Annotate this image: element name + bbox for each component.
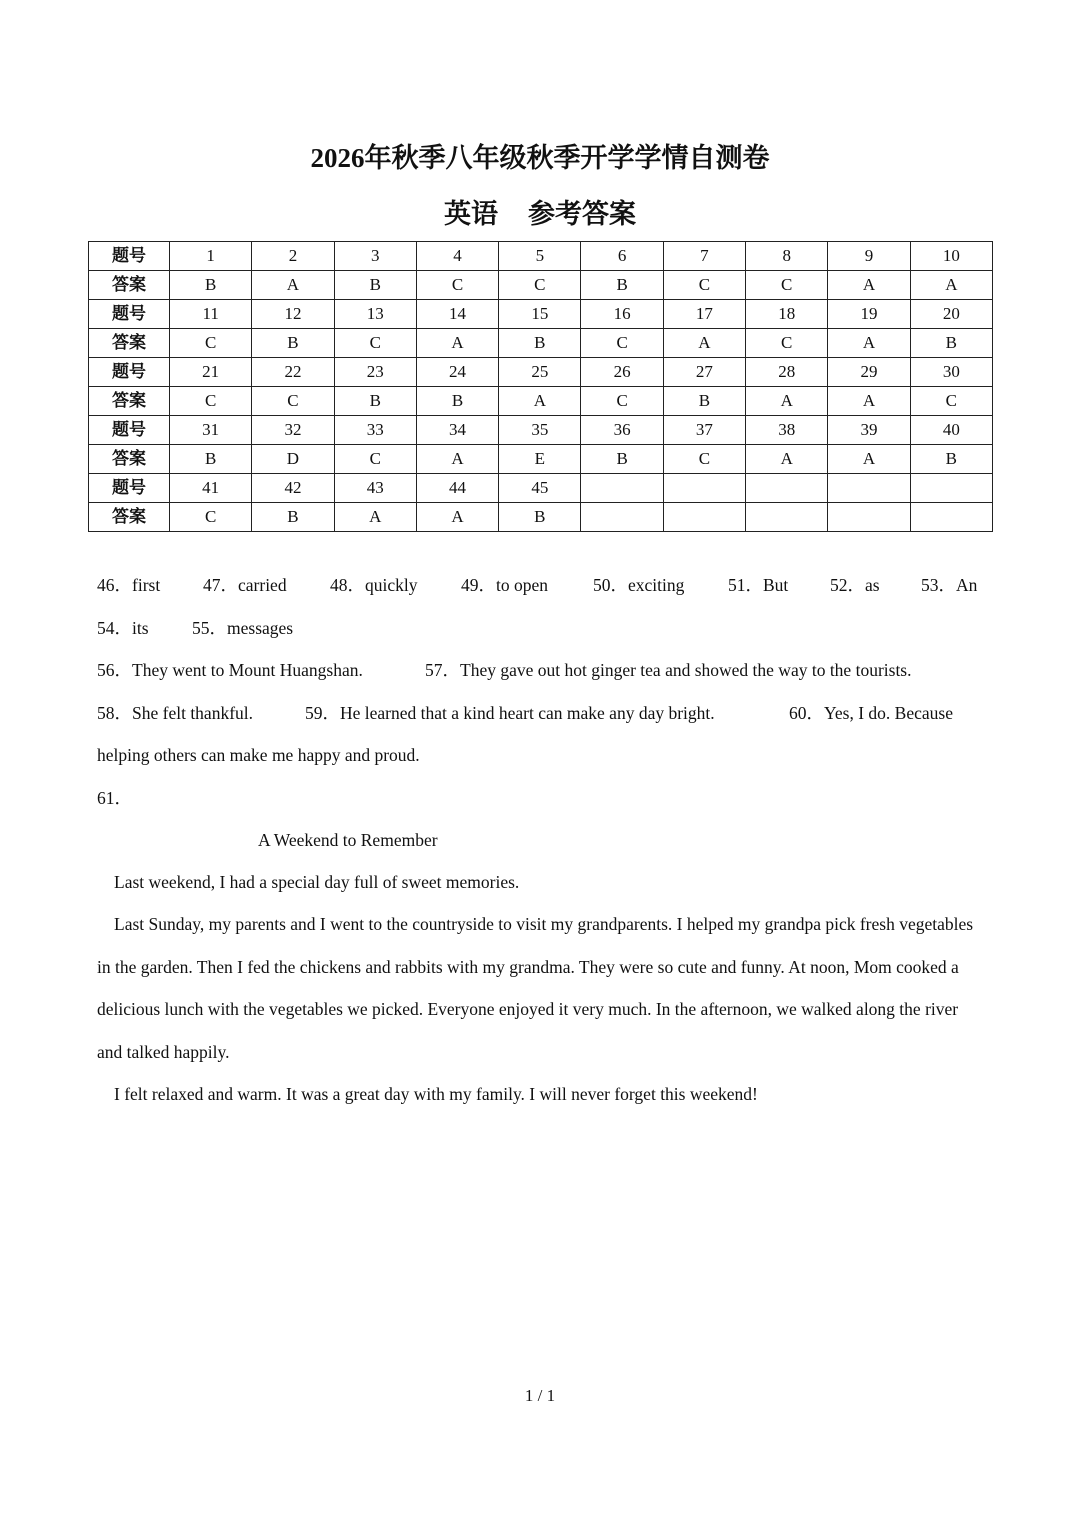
question-number-row [89,358,993,387]
answer-60-part1: 60．Yes, I do. Because [789,703,953,723]
fill-in-55: 55．messages [192,618,294,638]
answer-cell: A [499,387,581,416]
question-number-cell: 23 [334,358,416,387]
fill-in-46: 46．first [97,575,161,595]
question-label-cell: 题号 [89,474,170,503]
answer-cell: B [334,387,416,416]
question-number-cell: 18 [746,300,828,329]
answer-cell: E [499,445,581,474]
question-number-cell: 40 [910,416,992,445]
question-number-cell [828,474,910,503]
answer-cell [746,503,828,532]
question-number-cell: 27 [663,358,745,387]
question-number-cell [581,474,663,503]
question-number-cell: 16 [581,300,663,329]
question-number-cell [746,474,828,503]
question-number-cell [910,474,992,503]
question-number-cell: 5 [499,242,581,271]
question-label-cell: 题号 [89,242,170,271]
answer-cell: A [746,387,828,416]
question-number-cell: 17 [663,300,745,329]
fill-in-48: 48．quickly [330,575,418,595]
page-number: 1 / 1 [524,1386,556,1405]
answer-cell: C [334,329,416,358]
question-number-cell: 13 [334,300,416,329]
answer-cell: A [416,329,498,358]
question-number-cell: 33 [334,416,416,445]
answer-cell: C [170,387,252,416]
question-number-cell: 28 [746,358,828,387]
answer-cell [663,503,745,532]
answer-cell: A [252,271,334,300]
answer-row [89,329,993,358]
answer-cell: B [581,445,663,474]
question-number-cell: 14 [416,300,498,329]
question-number-cell: 1 [170,242,252,271]
essay-paragraph-3: I felt relaxed and warm. It was a great day with my family. I will never forget this weekend! [114,1084,758,1104]
question-number-cell: 11 [170,300,252,329]
answer-cell: C [170,503,252,532]
question-number-cell: 30 [910,358,992,387]
answer-cell: B [581,271,663,300]
answer-label-cell: 答案 [89,503,170,532]
answer-cell: B [910,329,992,358]
fill-in-49: 49．to open [461,575,549,595]
question-number-cell [663,474,745,503]
answer-cell [581,503,663,532]
question-number-row [89,474,993,503]
question-number-cell: 22 [252,358,334,387]
answer-table [88,241,993,532]
question-number-cell: 32 [252,416,334,445]
essay-paragraph-2: Last Sunday, my parents and I went to the countryside to visit my grandparents. I helped my grandpa pick fresh vegetables in the garden. Then I fed the chickens and rabbits with my grandma. They were so cute and funny. At noon, Mom cooked a delicious lunch with the vegetables we picked. Everyone enjoyed it very much. In the afternoon, we walked along the river and talked happily. [97,914,974,1062]
fill-in-47: 47．carried [203,575,287,595]
answer-label-cell: 答案 [89,387,170,416]
essay-title: A Weekend to Remember [258,830,438,850]
reading-line-1 [97,657,997,683]
answer-cell [828,503,910,532]
question-number-row [89,300,993,329]
answer-59: 59．He learned that a kind heart can make any day bright. [305,703,715,723]
question-number-cell: 2 [252,242,334,271]
question-number-cell: 4 [416,242,498,271]
question-number-cell: 45 [499,474,581,503]
fill-in-52: 52．as [830,575,880,595]
answer-cell: C [663,445,745,474]
question-number-cell: 35 [499,416,581,445]
fill-in-50: 50．exciting [593,575,685,595]
answer-cell [910,503,992,532]
fill-in-53: 53．An [921,575,978,595]
answer-cell: A [416,445,498,474]
document-subtitle [0,193,1080,235]
question-number-cell: 44 [416,474,498,503]
answer-cell: A [334,503,416,532]
answer-cell: D [252,445,334,474]
answer-cell: C [170,329,252,358]
answer-cell: C [746,329,828,358]
answer-cell: C [252,387,334,416]
question-number-cell: 42 [252,474,334,503]
question-number-cell: 25 [499,358,581,387]
question-label-cell: 题号 [89,300,170,329]
question-number-cell: 15 [499,300,581,329]
answer-cell: B [910,445,992,474]
answer-label-cell: 答案 [89,445,170,474]
fill-in-line-1 [97,572,997,598]
answer-cell: B [170,445,252,474]
reading-line-2 [97,700,997,726]
fill-in-54: 54．its [97,618,149,638]
answer-cell: A [416,503,498,532]
answer-cell: B [416,387,498,416]
answer-row [89,271,993,300]
question-number-cell: 20 [910,300,992,329]
essay-paragraph-1: Last weekend, I had a special day full of sweet memories. [114,872,520,892]
question-number-cell: 38 [746,416,828,445]
answer-cell: B [499,503,581,532]
question-number-cell: 34 [416,416,498,445]
answer-row [89,445,993,474]
document-title: 2026年秋季八年级秋季开学学情自测卷 [310,143,770,173]
answer-cell: A [828,445,910,474]
question-number-cell: 21 [170,358,252,387]
answer-cell: B [499,329,581,358]
answer-label-cell: 答案 [89,271,170,300]
question-number-cell: 36 [581,416,663,445]
answer-cell: B [663,387,745,416]
question-number-cell: 10 [910,242,992,271]
answer-cell: B [334,271,416,300]
fill-in-line-2 [97,615,997,641]
question-number-cell: 39 [828,416,910,445]
answer-label-cell: 答案 [89,329,170,358]
answer-cell: C [581,387,663,416]
question-number-row [89,416,993,445]
question-number-cell: 19 [828,300,910,329]
question-number-cell: 3 [334,242,416,271]
question-number-cell: 37 [663,416,745,445]
question-number-cell: 7 [663,242,745,271]
answer-cell: A [828,387,910,416]
answer-cell: C [416,271,498,300]
answer-56: 56．They went to Mount Huangshan. [97,660,363,680]
answer-cell: B [170,271,252,300]
answer-key-label: 参考答案 [528,199,636,229]
question-number-cell: 26 [581,358,663,387]
answer-cell: B [252,503,334,532]
answer-cell: C [334,445,416,474]
answer-58: 58．She felt thankful. [97,703,254,723]
question-number-row [89,242,993,271]
question-number-cell: 43 [334,474,416,503]
reading-line-3 [97,742,997,768]
question-number-cell: 29 [828,358,910,387]
answer-row [89,503,993,532]
answer-cell: A [663,329,745,358]
answer-cell: C [663,271,745,300]
answer-60-part2: helping others can make me happy and proud. [97,745,420,765]
answer-row [89,387,993,416]
answer-cell: C [499,271,581,300]
answer-cell: A [910,271,992,300]
question-number-cell: 8 [746,242,828,271]
answer-cell: B [252,329,334,358]
answer-57: 57．They gave out hot ginger tea and showed the way to the tourists. [425,660,912,680]
answer-cell: C [746,271,828,300]
question-label-cell: 题号 [89,416,170,445]
answer-cell: C [910,387,992,416]
answer-cell: C [581,329,663,358]
answer-cell: A [828,271,910,300]
question-label-cell: 题号 [89,358,170,387]
question-number-cell: 9 [828,242,910,271]
fill-in-51: 51．But [728,575,789,595]
answer-cell: A [828,329,910,358]
question-number-cell: 41 [170,474,252,503]
writing-number: 61． [97,788,132,808]
question-number-cell: 31 [170,416,252,445]
answer-cell: A [746,445,828,474]
subject-label: 英语 [444,199,498,229]
question-number-cell: 6 [581,242,663,271]
question-number-cell: 24 [416,358,498,387]
question-number-cell: 12 [252,300,334,329]
